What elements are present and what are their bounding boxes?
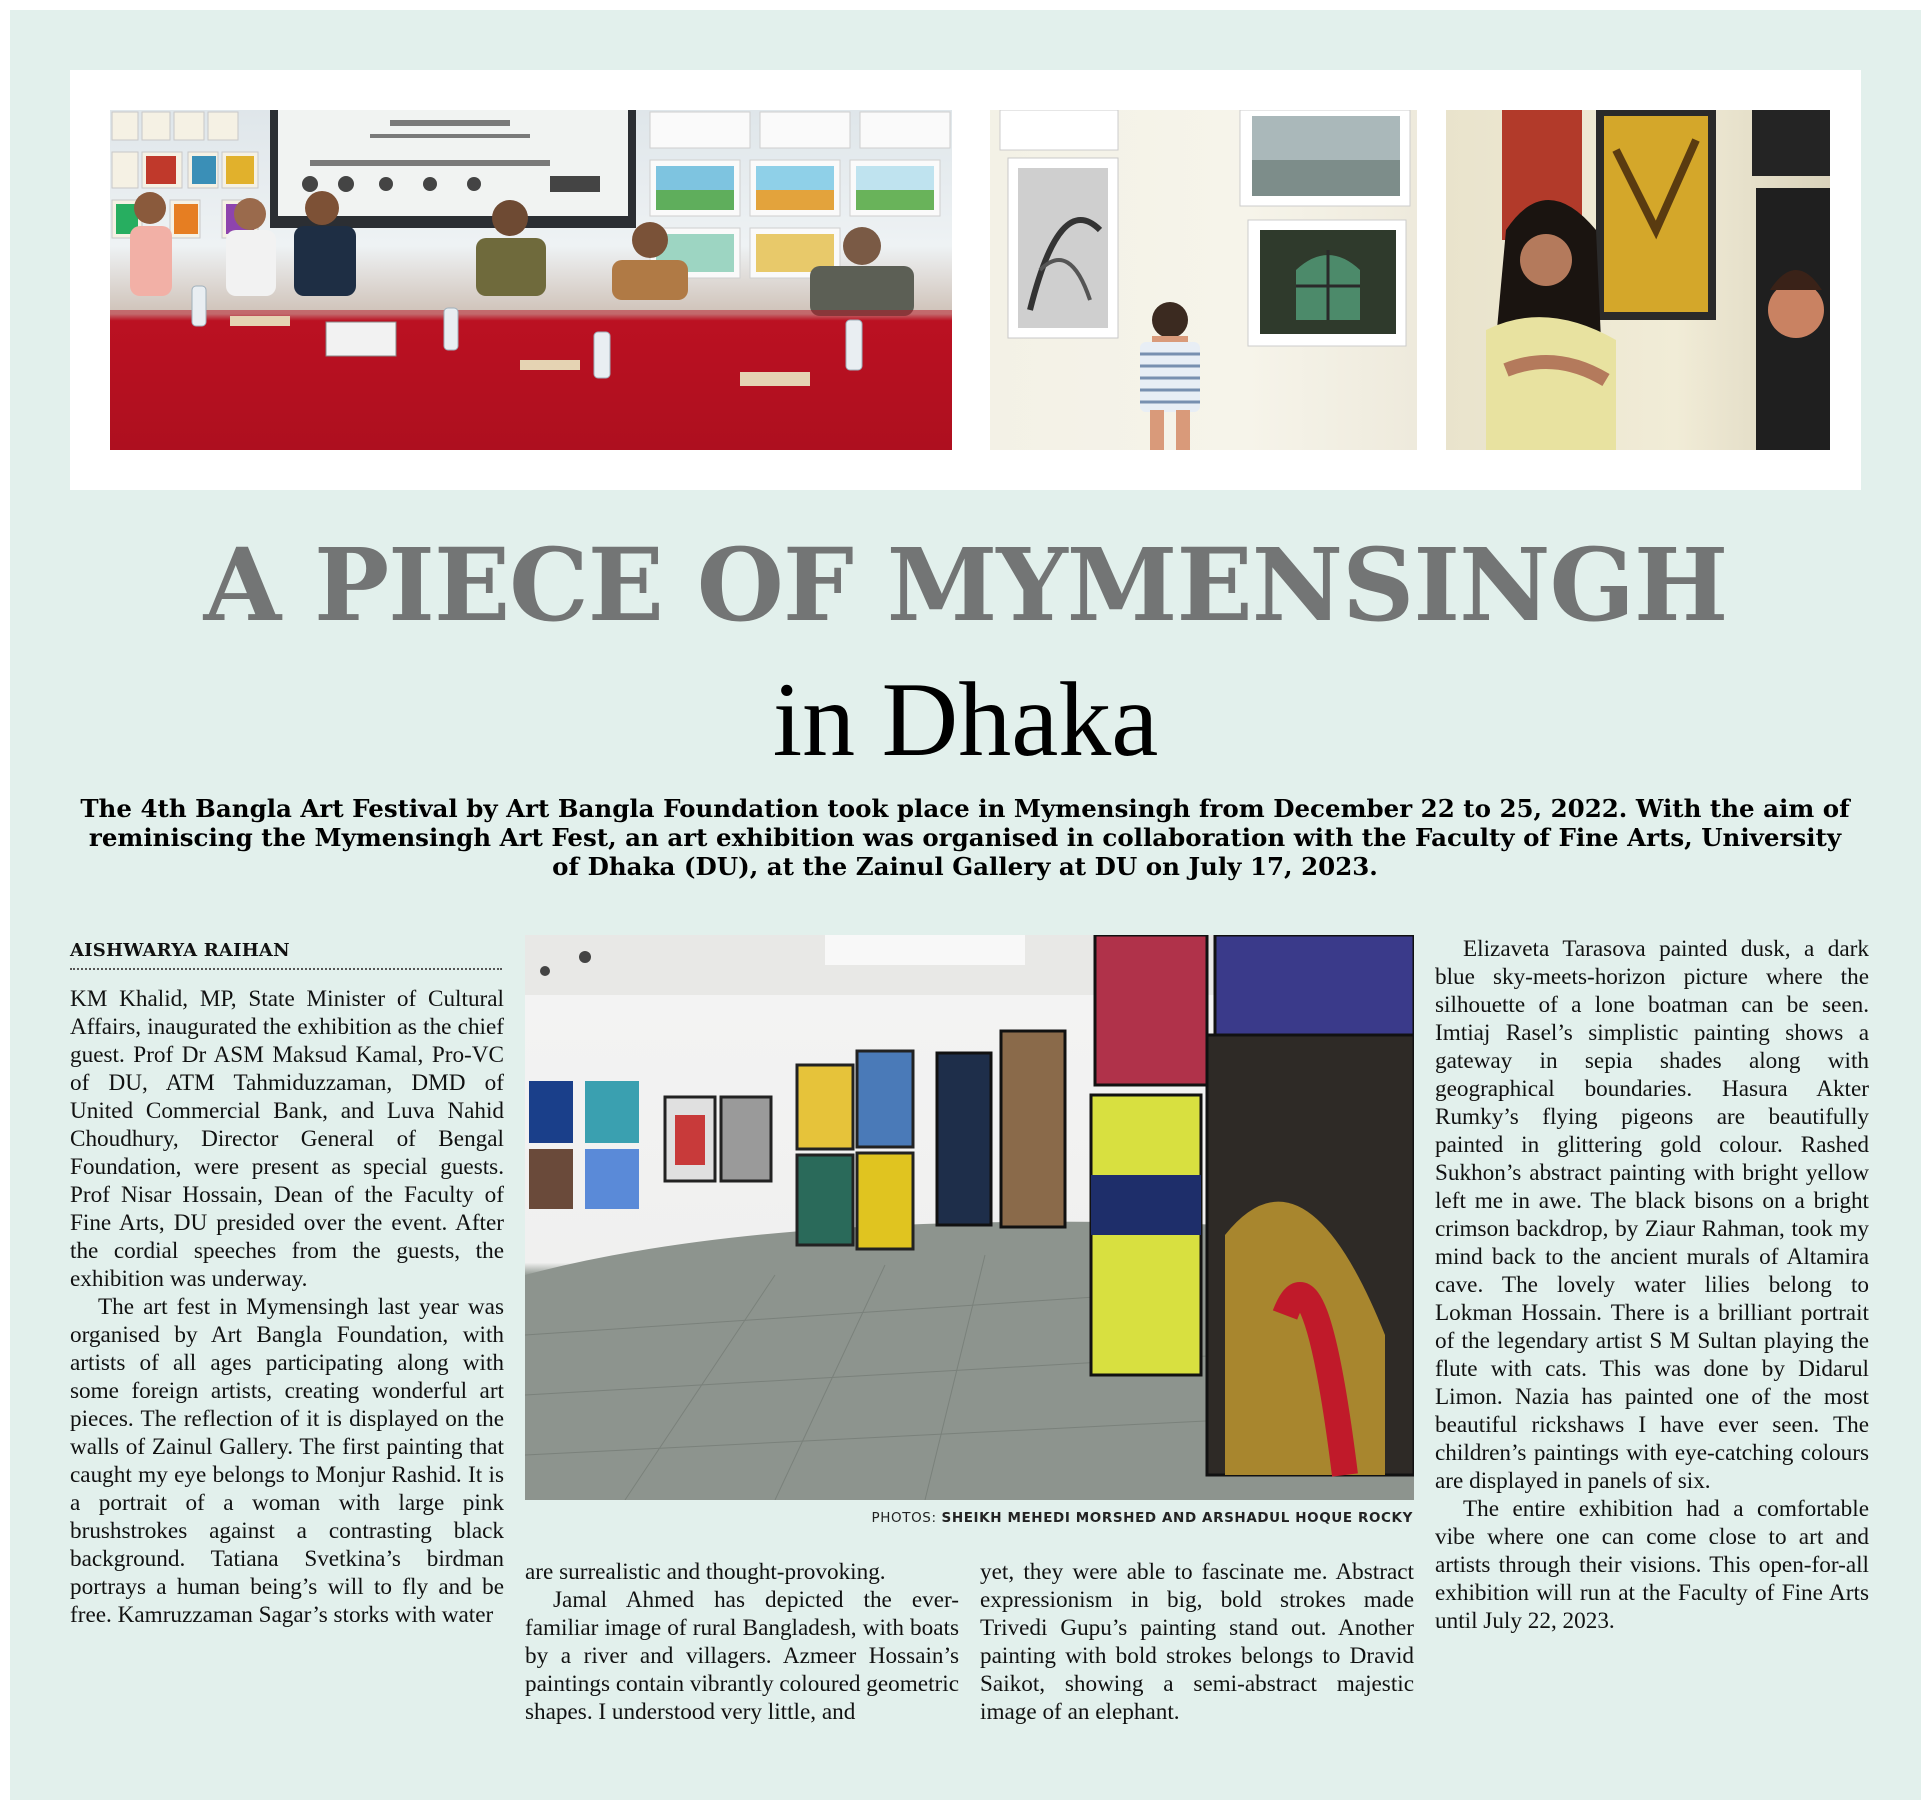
paragraph: Jamal Ahmed has depicted the ever-familiar image of rural Bangladesh, with boats by a river and villagers. Azmeer Hossain’s paintings contain vibrantly coloured geometric shapes. I understood very little, and	[525, 1587, 959, 1725]
article-column-4	[1435, 935, 1869, 1635]
article-column-3	[980, 1558, 1414, 1726]
woman-viewing-paintings-photo	[1446, 110, 1830, 450]
newspaper-page	[10, 10, 1921, 1800]
paragraph: The art fest in Mymensingh last year was organised by Art Bangla Foundation, with artists of all ages participating along with some foreign artists, creating wonderful art pieces. The reflection of it is displayed on the walls of Zainul Gallery. The first painting that caught my eye belongs to Monjur Rashid. It is a portrait of a woman with large pink brushstrokes against a contrasting black background. Tatiana Svetkina’s birdman portrays a human being’s will to fly and be free. Kamruzzaman Sagar’s storks with water	[70, 1294, 504, 1628]
photo-strip	[70, 70, 1861, 490]
article-column-1	[70, 985, 504, 1629]
panel-discussion-photo	[110, 110, 952, 450]
photo-credit-names: SHEIKH MEHEDI MORSHED AND ARSHADUL HOQUE ROCKY	[941, 1510, 1413, 1526]
headline: A PIECE OF MYMENSINGH	[203, 526, 1728, 644]
paragraph: Elizaveta Tarasova painted dusk, a dark blue sky-meets-horizon picture where the silhouette of a lone boatman can be seen. Imtiaj Rasel’s simplistic painting shows a gateway in sepia shades along with geographical boundaries. Hasura Akter Rumky’s flying pigeons are beautifully painted in glittering gold colour. Rashed Sukhon’s abstract painting with bright yellow left me in awe. The black bisons on a bright crimson backdrop, by Ziaur Rahman, took my mind back to the ancient murals of Altamira cave. The lovely water lilies belong to Lokman Hossain. There is a brilliant portrait of the legendary artist S M Sultan playing the flute with cats. This was done by Didarul Limon. Nazia has painted one of the most beautiful rickshaws I have ever seen. The children’s paintings with eye-catching colours are displayed in panels of six.	[1435, 936, 1869, 1494]
standfirst: The 4th Bangla Art Festival by Art Bangla Foundation took place in Mymensingh from December 22 to 25, 2022. With the aim of reminiscing the Mymensingh Art Fest, an art exhibition was organised in collaboration with the Faculty of Fine Arts, University of Dhaka (DU), at the Zainul Gallery at DU on July 17, 2023.	[80, 794, 1850, 881]
child-at-exhibition-photo	[990, 110, 1417, 450]
byline: AISHWARYA RAIHAN	[70, 940, 502, 970]
paragraph: The entire exhibition had a comfortable vibe where one can come close to art and artists through their visions. This open-for-all exhibition will run at the Faculty of Fine Arts until July 22, 2023.	[1435, 1496, 1869, 1634]
gallery-interior-photo	[525, 935, 1414, 1500]
paragraph: KM Khalid, MP, State Minister of Cultural Affairs, inaugurated the exhibition as the chief guest. Prof Dr ASM Maksud Kamal, Pro-VC of DU, ATM Tahmiduzzaman, DMD of United Commercial Bank, and Luva Nahid Choudhury, Director General of Bengal Foundation, were present as special guests. Prof Nisar Hossain, Dean of the Faculty of Fine Arts, DU presided over the event. After the cordial speeches from the guests, the exhibition was underway.	[70, 986, 504, 1292]
paragraph: are surrealistic and thought-provoking.	[525, 1559, 886, 1585]
photo-credit-label: PHOTOS:	[871, 1510, 942, 1526]
paragraph: yet, they were able to fascinate me. Abstract expressionism in big, bold strokes made Trivedi Gupu’s painting stand out. Another painting with bold strokes belongs to Dravid Saikot, showing a semi-abstract majestic image of an elephant.	[980, 1559, 1414, 1725]
photo-credit	[872, 1510, 1413, 1526]
subheadline: in Dhaka	[772, 661, 1159, 778]
article-column-2	[525, 1558, 959, 1726]
